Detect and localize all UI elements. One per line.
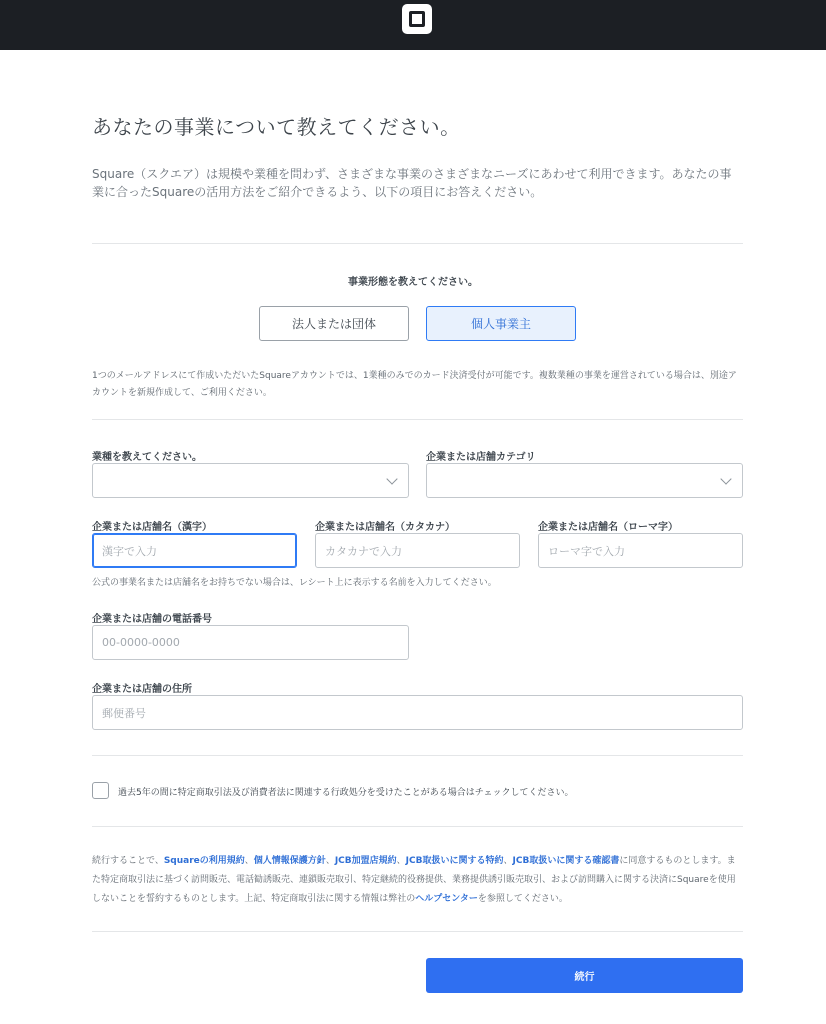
terms-link-jcb-confirmation[interactable]: JCB取扱いに関する確認書 — [512, 856, 620, 866]
category-select[interactable] — [426, 463, 743, 498]
name-katakana-input[interactable]: カタカナで入力 — [315, 533, 520, 568]
top-bar — [0, 0, 826, 50]
name-kanji-input[interactable]: 漢字で入力 — [92, 533, 297, 568]
help-center-link[interactable]: ヘルプセンター — [415, 894, 478, 904]
chevron-down-icon — [720, 473, 731, 484]
compliance-checkbox[interactable] — [92, 782, 109, 799]
terms-link-jcb-merchant[interactable]: JCB加盟店規約 — [334, 856, 397, 866]
chevron-down-icon — [386, 473, 397, 484]
page-title: あなたの事業について教えてください。 — [92, 115, 461, 139]
name-katakana-label: 企業または店舗名（カタカナ） — [315, 522, 455, 533]
terms-link-square-terms[interactable]: Squareの利用規約 — [163, 856, 245, 866]
name-roman-input[interactable]: ローマ字で入力 — [538, 533, 743, 568]
continue-button[interactable]: 続行 — [426, 958, 743, 993]
compliance-label: 過去5年の間に特定商取引法及び消費者法に関連する行政処分を受けたことがある場合はチェックしてください。 — [118, 788, 574, 798]
square-logo-icon[interactable] — [402, 4, 432, 34]
divider — [92, 931, 743, 932]
business-type-sole-proprietor-button[interactable]: 個人事業主 — [426, 306, 576, 341]
industry-select[interactable] — [92, 463, 409, 498]
name-kanji-label: 企業または店舗名（漢字） — [92, 522, 212, 533]
phone-input[interactable]: 00-0000-0000 — [92, 625, 409, 660]
industry-label: 業種を教えてください。 — [92, 452, 202, 463]
terms-middle: に同意するものとします。また特定商取引法に基づく訪問販売、電話勧誘販売、連鎖販売取引、特定継続的役務提供、業務提供誘引販売取引、および訪問購入に関する決済にSquareを使用しないことを誓約するものとします。上記、特定商取引法に関する情報は弊社の — [92, 856, 736, 904]
divider — [92, 243, 743, 244]
terms-separator: 、 — [325, 856, 335, 866]
postal-code-input[interactable]: 郵便番号 — [92, 695, 743, 730]
divider — [92, 419, 743, 420]
terms-link-jcb-special[interactable]: JCB取扱いに関する特約 — [405, 856, 504, 866]
terms-separator: 、 — [503, 856, 513, 866]
account-notice: 1つのメールアドレスにて作成いただいたSquareアカウントでは、1業種のみでのカード決済受付が可能です。複数業種の事業を運営されている場合は、別途アカウントを新規作成して、ご利用ください。 — [92, 371, 737, 398]
divider — [92, 755, 743, 756]
phone-label: 企業または店舗の電話番号 — [92, 614, 212, 625]
category-label: 企業または店舗カテゴリ — [426, 452, 536, 463]
address-label: 企業または店舗の住所 — [92, 684, 192, 695]
divider — [92, 826, 743, 827]
terms-link-privacy-policy[interactable]: 個人情報保護方針 — [253, 856, 326, 866]
business-type-question: 事業形態を教えてください。 — [348, 277, 478, 288]
intro-text: Square（スクエア）は規模や業種を問わず、さまざまな事業のさまざまなニーズにあわせて利用できます。あなたの事業に合ったSquareの活用方法をご紹介できるよう、以下の項目にお答えください。 — [92, 167, 732, 199]
terms-prefix: 続行することで、 — [92, 856, 164, 866]
terms-separator: 、 — [396, 856, 406, 866]
name-hint: 公式の事業名または店舗名をお持ちでない場合は、レシート上に表示する名前を入力してください。 — [92, 578, 497, 588]
terms-suffix: を参照してください。 — [477, 894, 568, 904]
name-roman-label: 企業または店舗名（ローマ字） — [538, 522, 678, 533]
terms-text — [92, 852, 744, 909]
terms-separator: 、 — [244, 856, 254, 866]
business-type-corporation-button[interactable]: 法人または団体 — [259, 306, 409, 341]
